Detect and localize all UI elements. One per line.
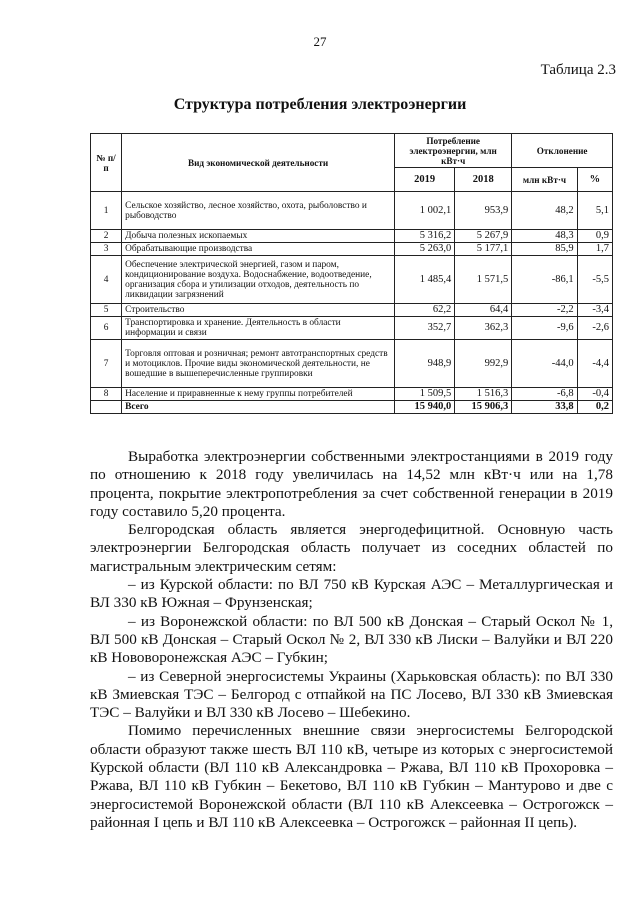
header-year-2018: 2018 <box>455 168 512 192</box>
row-2019: 948,9 <box>395 340 455 388</box>
row-name: Сельское хозяйство, лесное хозяйство, охота, рыболовство и рыбоводство <box>122 192 395 230</box>
header-consumption: Потребление электроэнергии, млн кВт·ч <box>395 134 512 168</box>
row-name: Добыча полезных ископаемых <box>122 230 395 243</box>
row-deviation: -44,0 <box>512 340 577 388</box>
row-deviation: -86,1 <box>512 256 577 304</box>
header-unit: млн кВт·ч <box>512 168 577 192</box>
row-num: 5 <box>91 304 122 317</box>
table-row <box>91 243 613 256</box>
row-deviation: 48,3 <box>512 230 577 243</box>
paragraph: Выработка электроэнергии собственными электростанциями в 2019 году по отношению к 2018 году увеличилась на 14,52 млн кВт·ч или на 1,78 процента, покрытие электропотребления за счет собственной генерации в 2019 году составило 5,20 процента. <box>90 448 613 520</box>
table-row <box>91 340 613 388</box>
row-2019: 352,7 <box>395 317 455 340</box>
list-item: – из Курской области: по ВЛ 750 кВ Курская АЭС – Металлургическая и ВЛ 330 кВ Южная – Фрунзенская; <box>90 576 613 612</box>
table-row <box>91 192 613 230</box>
row-percent: 5,1 <box>577 192 612 230</box>
row-num: 8 <box>91 388 122 401</box>
list-item: – из Воронежской области: по ВЛ 500 кВ Донская – Старый Оскол № 1, ВЛ 500 кВ Донская – Старый Оскол № 2, ВЛ 330 кВ Лиски – Валуйки и ВЛ 220 кВ Нововоронежская АЭС – Губкин; <box>90 612 613 667</box>
row-2019: 62,2 <box>395 304 455 317</box>
body-text <box>90 448 613 832</box>
table-caption: Таблица 2.3 <box>540 62 616 78</box>
table-row <box>91 230 613 243</box>
row-percent: -3,4 <box>577 304 612 317</box>
total-percent: 0,2 <box>577 401 612 414</box>
row-2018: 953,9 <box>455 192 512 230</box>
row-num: 2 <box>91 230 122 243</box>
consumption-table <box>90 133 613 414</box>
table-row <box>91 317 613 340</box>
row-2019: 1 509,5 <box>395 388 455 401</box>
row-percent: -0,4 <box>577 388 612 401</box>
table-row <box>91 256 613 304</box>
row-2019: 5 316,2 <box>395 230 455 243</box>
row-2019: 1 485,4 <box>395 256 455 304</box>
row-deviation: 85,9 <box>512 243 577 256</box>
row-num: 7 <box>91 340 122 388</box>
table-total-row <box>91 401 613 414</box>
row-name: Обрабатывающие производства <box>122 243 395 256</box>
total-label: Всего <box>122 401 395 414</box>
row-num: 4 <box>91 256 122 304</box>
row-2019: 1 002,1 <box>395 192 455 230</box>
row-2018: 64,4 <box>455 304 512 317</box>
table-row <box>91 388 613 401</box>
row-2018: 1 516,3 <box>455 388 512 401</box>
paragraph: Помимо перечисленных внешние связи энергосистемы Белгородской области образуют также шесть ВЛ 110 кВ, четыре из которых с энергосистемой Курской области (ВЛ 110 кВ Александровка – Ржава, ВЛ 110 кВ Прохоровка – Ржава, ВЛ 110 кВ Губкин – Бекетово, ВЛ 110 кВ Губкин – Мантурово и две с энергосистемой Воронежской области (ВЛ 110 кВ Алексеевка – Острогожск – районная I цепь и ВЛ 110 кВ Алексеевка – Острогожск – районная II цепь). <box>90 722 613 831</box>
total-num <box>91 401 122 414</box>
row-name: Население и приравненные к нему группы потребителей <box>122 388 395 401</box>
header-activity: Вид экономической деятельности <box>122 134 395 192</box>
row-percent: 0,9 <box>577 230 612 243</box>
table-row <box>91 304 613 317</box>
row-percent: -2,6 <box>577 317 612 340</box>
row-percent: -5,5 <box>577 256 612 304</box>
total-2019: 15 940,0 <box>395 401 455 414</box>
row-name: Обеспечение электрической энергией, газом и паром, кондиционирование воздуха. Водоснабжение, водоотведение, организация сбора и утилизации отходов, деятельность по ликвидации загрязнений <box>122 256 395 304</box>
header-num: № п/п <box>91 134 122 192</box>
total-2018: 15 906,3 <box>455 401 512 414</box>
row-num: 1 <box>91 192 122 230</box>
document-title: Структура потребления электроэнергии <box>173 96 467 113</box>
row-2018: 992,9 <box>455 340 512 388</box>
row-2018: 362,3 <box>455 317 512 340</box>
row-deviation: -9,6 <box>512 317 577 340</box>
row-deviation: -2,2 <box>512 304 577 317</box>
row-num: 3 <box>91 243 122 256</box>
row-2018: 5 267,9 <box>455 230 512 243</box>
row-name: Транспортировка и хранение. Деятельность в области информации и связи <box>122 317 395 340</box>
header-percent: % <box>577 168 612 192</box>
row-2019: 5 263,0 <box>395 243 455 256</box>
row-num: 6 <box>91 317 122 340</box>
list-item: – из Северной энергосистемы Украины (Харьковская область): по ВЛ 330 кВ Змиевская ТЭС – Белгород с отпайкой на ПС Лосево, ВЛ 330 кВ Змиевская ТЭС – Валуйки и ВЛ 330 кВ Лосево – Шебекино. <box>90 667 613 722</box>
row-deviation: 48,2 <box>512 192 577 230</box>
row-2018: 5 177,1 <box>455 243 512 256</box>
paragraph: Белгородская область является энергодефицитной. Основную часть электроэнергии Белгородская область получает из соседних областей по магистральным электрическим сетям: <box>90 521 613 575</box>
row-percent: 1,7 <box>577 243 612 256</box>
page-number: 27 <box>313 34 327 49</box>
row-name: Строительство <box>122 304 395 317</box>
row-2018: 1 571,5 <box>455 256 512 304</box>
row-deviation: -6,8 <box>512 388 577 401</box>
header-deviation: Отклонение <box>512 134 613 168</box>
row-percent: -4,4 <box>577 340 612 388</box>
row-name: Торговля оптовая и розничная; ремонт автотранспортных средств и мотоциклов. Прочие виды экономической деятельности, не вошедшие в вышеперечисленные группировки <box>122 340 395 388</box>
total-deviation: 33,8 <box>512 401 577 414</box>
header-year-2019: 2019 <box>395 168 455 192</box>
